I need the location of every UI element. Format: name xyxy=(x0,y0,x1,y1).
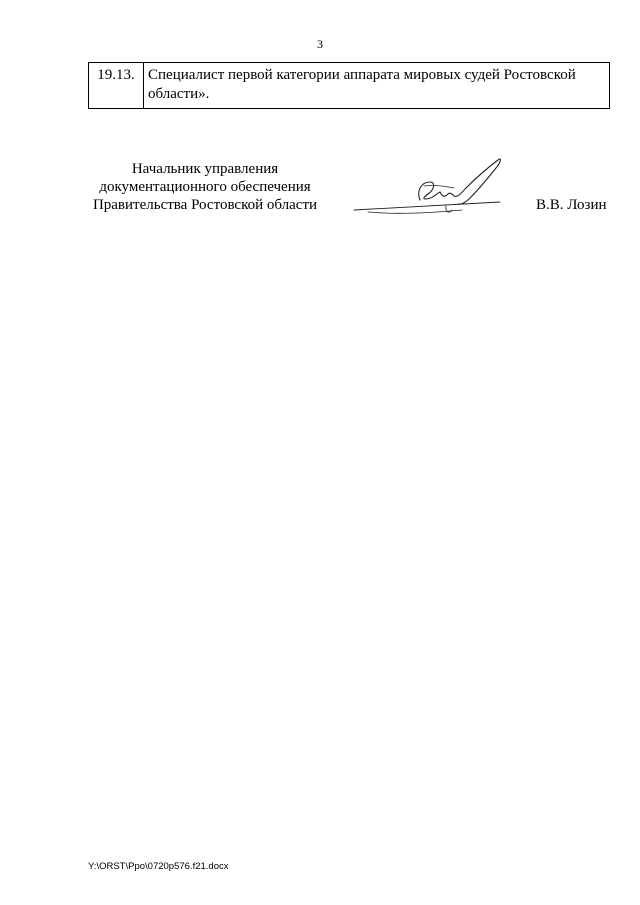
signer-name: В.В. Лозин xyxy=(536,197,607,213)
signer-title-line: документационного обеспечения xyxy=(99,179,311,195)
signer-title xyxy=(80,160,330,214)
handwritten-signature xyxy=(350,152,510,222)
row-number: 19.13. xyxy=(89,63,144,109)
row-text: Специалист первой категории аппарата мировых судей Ростовской области». xyxy=(144,63,610,109)
signer-title-line: Правительства Ростовской области xyxy=(92,197,318,213)
signer-title-line: Начальник управления xyxy=(131,161,279,177)
footer-file-path: Y:\ORST\Ppo\0720p576.f21.docx xyxy=(88,861,229,872)
positions-table xyxy=(88,62,610,109)
page-number: 3 xyxy=(317,37,323,51)
table-row xyxy=(89,63,610,109)
